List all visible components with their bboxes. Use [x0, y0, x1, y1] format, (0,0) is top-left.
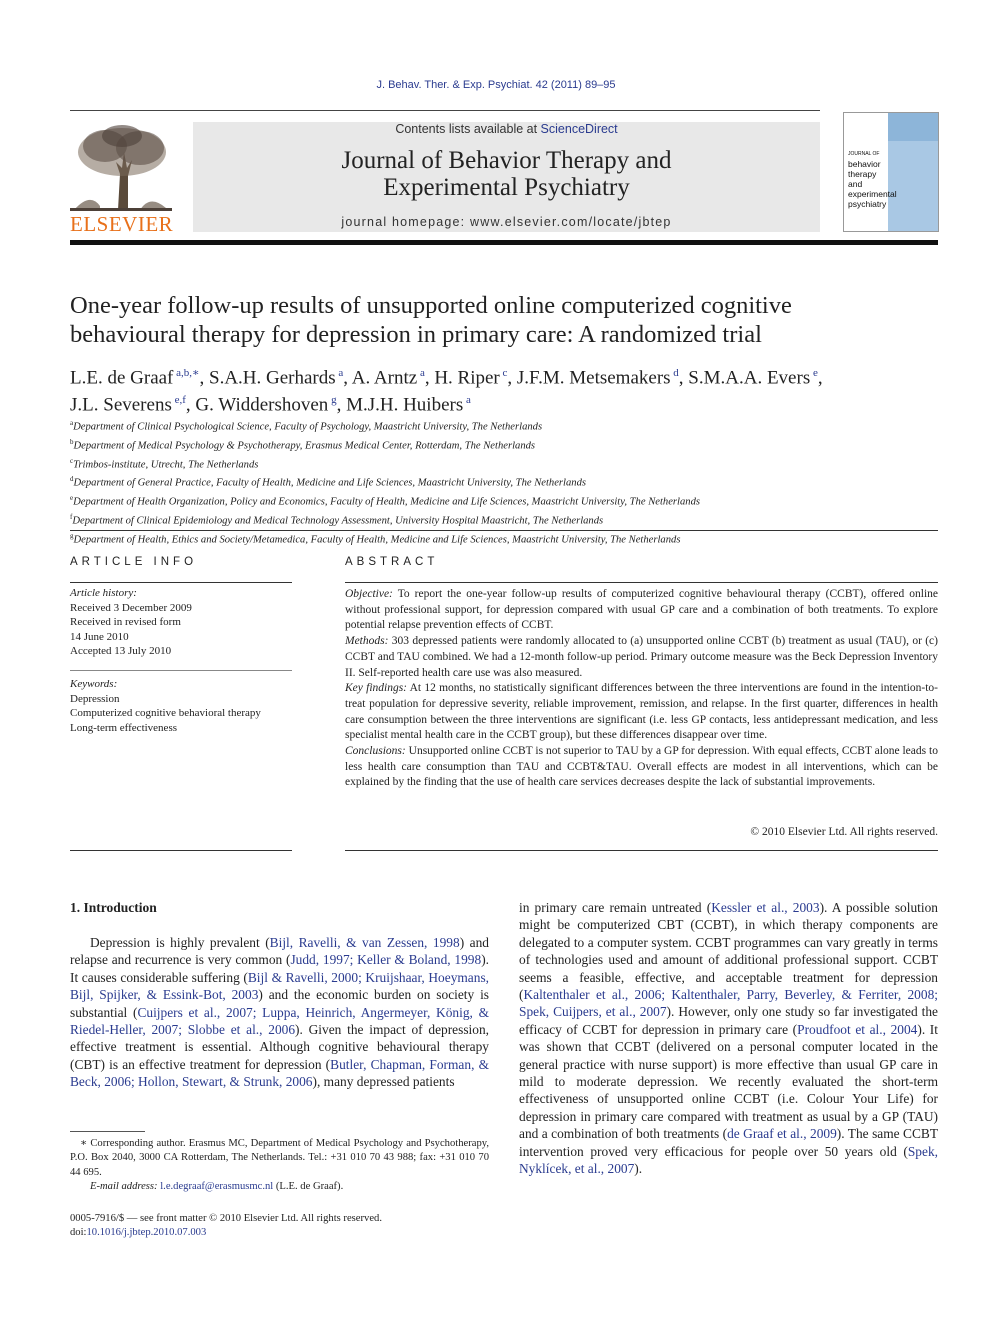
- author-separator: ,: [343, 367, 352, 389]
- affiliation-key: g: [70, 531, 74, 540]
- reference-link[interactable]: Bijl, Ravelli, & van Zessen, 1998: [269, 935, 460, 950]
- history-item: 14 June 2010: [70, 630, 129, 643]
- findings-text: At 12 months, no statistically significant differences between the three interventions are found in the intention-to-treat population for depressive severity, reliable improvement, remission, and relapse. In the first quarter, differences in health care consumption between the three interventions are significant (i.e. less GP contacts, less antidepressant medication, and less specialist mental health care in the CCBT group), but these differences disappear over time.: [345, 682, 938, 742]
- publisher-name: ELSEVIER: [70, 212, 174, 236]
- history-item: Received in revised form: [70, 616, 181, 628]
- email-suffix: (L.E. de Graaf).: [273, 1180, 344, 1192]
- reference-link[interactable]: Kessler et al., 2003: [711, 900, 820, 915]
- affiliation-item: [70, 472, 938, 491]
- intro-paragraph: [70, 934, 489, 1091]
- journal-title-line2: Experimental Psychiatry: [383, 174, 630, 201]
- author-affiliation-marker[interactable]: c: [499, 367, 508, 379]
- paragraph-text: Depression is highly prevalent (: [90, 935, 270, 950]
- reference-link[interactable]: Kaltenthaler et al., 2006; Kaltenthaler, Parry, Beverley, & Ferriter, 2008; Spek, Cuijpers, et al., 2007: [519, 987, 938, 1020]
- author-affiliation-marker[interactable]: a: [335, 367, 344, 379]
- methods-label: Methods:: [345, 635, 389, 648]
- abstract-conclusions: [345, 744, 938, 791]
- paragraph-text: ) and relapse and recurrence is very common (: [70, 935, 489, 968]
- affiliation-text: Department of Health Organization, Policy and Economics, Faculty of Health, Medicine and Life Sciences, Maastricht University, The Netherlands: [73, 496, 700, 508]
- reference-link[interactable]: de Graaf et al., 2009: [727, 1126, 837, 1142]
- author-affiliation-marker[interactable]: g: [328, 394, 337, 407]
- history-list: [70, 601, 292, 659]
- affiliation-key: e: [70, 494, 74, 503]
- journal-title: [193, 147, 820, 201]
- paragraph-text: ) and the economic burden on society is substantial (: [70, 987, 489, 1020]
- author-affiliation-marker[interactable]: a: [463, 394, 471, 407]
- conclusions-text: Unsupported online CCBT is not superior to TAU by a GP for depression. With equal effects, CCBT alone leads to less health care consumption than TAU and CCBT&TAU. Overall effects are modest in all interventions, which can be explained by the finding that the use of health care services decreases despite the lack of substantial improvements.: [345, 745, 938, 789]
- footnote-rule: [70, 1131, 145, 1132]
- affiliation-key: f: [70, 513, 73, 522]
- cover-title: [848, 149, 897, 209]
- article-title-line1: One-year follow-up results of unsupported online computerized cognitive: [70, 292, 792, 319]
- intro-column-left: [70, 934, 489, 1091]
- cover-title-line: therapy: [848, 169, 877, 179]
- author-list: [70, 362, 938, 417]
- affiliation-item: [70, 454, 938, 473]
- article-title-line2: behavioural therapy for depression in primary care: A randomized trial: [70, 321, 762, 348]
- cover-title-line: psychiatry: [848, 199, 887, 209]
- keywords-block: [70, 677, 292, 735]
- affiliation-text: Department of General Practice, Faculty of Health, Medicine and Life Sciences, Maastricht University, The Netherlands: [73, 478, 587, 490]
- paragraph-text: in primary care remain untreated (: [519, 900, 712, 915]
- paragraph-text: ). Given the impact of depression, effective treatment is essential. Although cognitive behavioural therapy (CBT) is an effective treatment for depression (: [70, 1022, 489, 1072]
- footnote-star: ∗: [80, 1138, 88, 1149]
- paragraph-text: ). The same CCBT intervention proved very efficacious for people over 50 years old (: [519, 1126, 939, 1159]
- affiliation-key: b: [70, 437, 74, 446]
- intro-paragraph: [519, 899, 938, 1178]
- history-item: Accepted 13 July 2010: [70, 645, 172, 657]
- author-separator: ,: [336, 394, 347, 416]
- author-name: A. Arntz: [351, 367, 418, 389]
- header-thick-rule: [70, 240, 938, 245]
- email-line: [70, 1180, 489, 1194]
- author-name: S.M.A.A. Evers: [688, 367, 811, 389]
- author-affiliation-marker[interactable]: e,f: [171, 394, 186, 407]
- reference-link[interactable]: Bijl & Ravelli, 2000; Kruijshaar, Hoeymans, Bijl, Spijker, & Essink-Bot, 2003: [70, 969, 489, 1003]
- author-separator: ,: [507, 367, 517, 389]
- affiliation-item: [70, 529, 938, 548]
- affiliation-list: [70, 416, 938, 548]
- paragraph-text: ), many depressed patients: [312, 1074, 455, 1090]
- abstract-objective: [345, 587, 938, 634]
- abstract-methods: [345, 634, 938, 681]
- objective-text: To report the one-year follow-up results of computerized cognitive behavioural therapy (CCBT), offered online without professional support, for depression compared with usual GP care and a combination of both treatments. To explore potential relapse prevention effects of CCBT.: [345, 588, 938, 632]
- sciencedirect-link[interactable]: ScienceDirect: [540, 122, 618, 136]
- author-separator: ,: [185, 394, 196, 416]
- corresponding-text: Corresponding author. Erasmus MC, Department of Medical Psychology and Psychotherapy, P.O. Box 2040, 3000 CA Rotterdam, The Netherlands. Tel.: +31 010 70 43 988; fax: +31 010 70 44 695.: [70, 1138, 489, 1178]
- cover-title-line: behavior: [848, 159, 881, 169]
- front-matter: [70, 1212, 489, 1241]
- author-name: J.L. Severens: [70, 394, 172, 416]
- author-affiliation-marker[interactable]: a,b,∗: [173, 367, 200, 379]
- reference-link[interactable]: Judd, 1997; Keller & Boland, 1998: [290, 952, 482, 968]
- journal-cover-thumbnail[interactable]: [843, 112, 939, 232]
- conclusions-label: Conclusions:: [345, 745, 406, 758]
- cover-title-line: experimental: [848, 189, 897, 199]
- journal-title-line1: Journal of Behavior Therapy and: [341, 147, 672, 174]
- doi-prefix: doi:: [70, 1227, 87, 1239]
- email-label: E-mail address:: [90, 1180, 158, 1192]
- author-name: L.E. de Graaf: [70, 367, 174, 389]
- keywords-label: Keywords:: [70, 678, 118, 690]
- author-name: M.J.H. Huibers: [346, 394, 464, 416]
- reference-link[interactable]: Spek, Nyklícek, et al., 2007: [519, 1143, 938, 1177]
- author-separator: ,: [678, 367, 689, 389]
- homepage-link[interactable]: www.elsevier.com/locate/jbtep: [470, 215, 672, 229]
- keyword-item: Depression: [70, 692, 120, 705]
- author-separator: ,: [199, 367, 209, 389]
- journal-citation[interactable]: J. Behav. Ther. & Exp. Psychiat. 42 (2011) 89–95: [376, 79, 616, 91]
- doi-link[interactable]: 10.1016/j.jbtep.2010.07.003: [86, 1227, 207, 1239]
- article-title: [70, 291, 938, 349]
- author-name: J.F.M. Metsemakers: [516, 367, 671, 389]
- affiliation-item: [70, 416, 938, 435]
- article-history: [70, 586, 292, 659]
- paragraph-text: ).: [634, 1161, 643, 1177]
- abstract-bottom-rule: [345, 850, 938, 851]
- abstract-rule: [345, 582, 938, 583]
- affiliation-text: Department of Medical Psychology & Psychotherapy, Erasmus Medical Center, Rotterdam, The Netherlands: [73, 440, 536, 452]
- info-bottom-rule: [70, 850, 292, 851]
- history-label: Article history:: [70, 587, 137, 599]
- header-rule: [70, 110, 820, 111]
- paragraph-text: ). However, only one study so far investigated the efficacy of CCBT for depression in primary care (: [519, 1004, 938, 1037]
- issn-line: 0005-7916/$ — see front matter © 2010 Elsevier Ltd. All rights reserved.: [70, 1213, 382, 1224]
- author-name: G. Widdershoven: [195, 394, 329, 416]
- reference-link[interactable]: Proudfoot et al., 2004: [797, 1021, 918, 1037]
- history-item: Received 3 December 2009: [70, 601, 192, 614]
- findings-label: Key findings:: [345, 682, 408, 695]
- affiliation-item: [70, 491, 938, 510]
- intro-column-right: [519, 899, 938, 1178]
- affiliation-text: Trimbos-institute, Utrecht, The Netherlands: [73, 459, 259, 471]
- homepage-prefix: journal homepage:: [341, 215, 471, 229]
- abstract-copyright: © 2010 Elsevier Ltd. All rights reserved.: [750, 826, 938, 838]
- corresponding-author: [70, 1137, 489, 1180]
- cover-title-line: JOURNAL OF: [848, 151, 880, 157]
- doi-line: [70, 1226, 489, 1240]
- article-info-heading: ARTICLE INFO: [70, 556, 198, 568]
- section-rule: [70, 530, 938, 531]
- keyword-item: Long-term effectiveness: [70, 721, 178, 734]
- affiliation-key: c: [70, 456, 74, 465]
- paragraph-text: ). It causes considerable suffering (: [70, 952, 489, 985]
- corresponding-author-footnote: [70, 1137, 489, 1194]
- contents-prefix: Contents lists available at: [395, 122, 541, 136]
- abstract-body: [345, 587, 938, 791]
- abstract-findings: [345, 681, 938, 744]
- affiliation-key: d: [70, 475, 74, 484]
- affiliation-text: Department of Clinical Psychological Science, Faculty of Psychology, Maastricht University, The Netherlands: [73, 421, 543, 433]
- author-affiliation-marker[interactable]: a: [417, 367, 425, 379]
- paragraph-text: ). A possible solution might be computerized CBT (CCBT), in which therapy components are delegated to a computer system. CCBT programmes can vary greatly in terms of technologies used and amount of additional professional support. CCBT seems a feasible, effective, and acceptable treatment for depression (: [519, 900, 938, 1003]
- info-rule: [70, 582, 292, 583]
- author-affiliation-marker[interactable]: e: [810, 367, 818, 379]
- cover-color-band: [888, 113, 938, 141]
- affiliation-text: Department of Clinical Epidemiology and Medical Technology Assessment, University Hospital Maastricht, The Netherlands: [72, 515, 604, 527]
- affiliation-item: [70, 435, 938, 454]
- author-name: S.A.H. Gerhards: [209, 367, 336, 389]
- abstract-heading: ABSTRACT: [345, 556, 439, 568]
- paragraph-text: ). It was shown that CCBT (delivered on a personal computer located in the general practice with nurse support) is more effective than usual GP care in mild to moderate depression. We recently evaluated the short-term effectiveness of unsupported online CCBT (i.e. Colour Your Life) for depression in primary care compared with treatment as usual by a GP (TAU) and a combination of both treatments (: [519, 1021, 938, 1142]
- email-link[interactable]: l.e.degraaf@erasmusmc.nl: [160, 1180, 274, 1192]
- author-separator: ,: [817, 367, 823, 389]
- contents-line: [193, 122, 820, 136]
- reference-link[interactable]: Butler, Chapman, Forman, & Beck, 2006; Hollon, Stewart, & Strunk, 2006: [70, 1056, 489, 1090]
- affiliation-key: a: [70, 419, 74, 427]
- author-affiliation-marker[interactable]: d: [670, 367, 679, 379]
- keyword-item: Computerized cognitive behavioral therapy: [70, 707, 261, 719]
- affiliation-text: Department of Health, Ethics and Society/Metamedica, Faculty of Health, Medicine and Life Sciences, Maastricht University, The Netherlands: [73, 534, 681, 546]
- journal-homepage: [193, 215, 820, 229]
- introduction-heading: 1. Introduction: [70, 900, 157, 915]
- objective-label: Objective:: [345, 588, 393, 600]
- cover-title-line: and: [848, 179, 863, 189]
- reference-link[interactable]: Cuijpers et al., 2007; Luppa, Heinrich, Angermeyer, König, & Riedel-Heller, 2007; Slobbe et al., 2006: [70, 1004, 489, 1038]
- info-divider: [70, 670, 292, 671]
- methods-text: 303 depressed patients were randomly allocated to (a) unsupported online CCBT (b) treatment as usual (TAU), or (c) CCBT and TAU combined. We had a 12-month follow-up period. Primary outcome measure was the Beck Depression Inventory II. Self-reported health care use was also measured.: [345, 635, 938, 679]
- author-separator: ,: [424, 367, 435, 389]
- author-name: H. Riper: [434, 367, 500, 389]
- keywords-list: [70, 692, 292, 736]
- affiliation-item: [70, 510, 938, 529]
